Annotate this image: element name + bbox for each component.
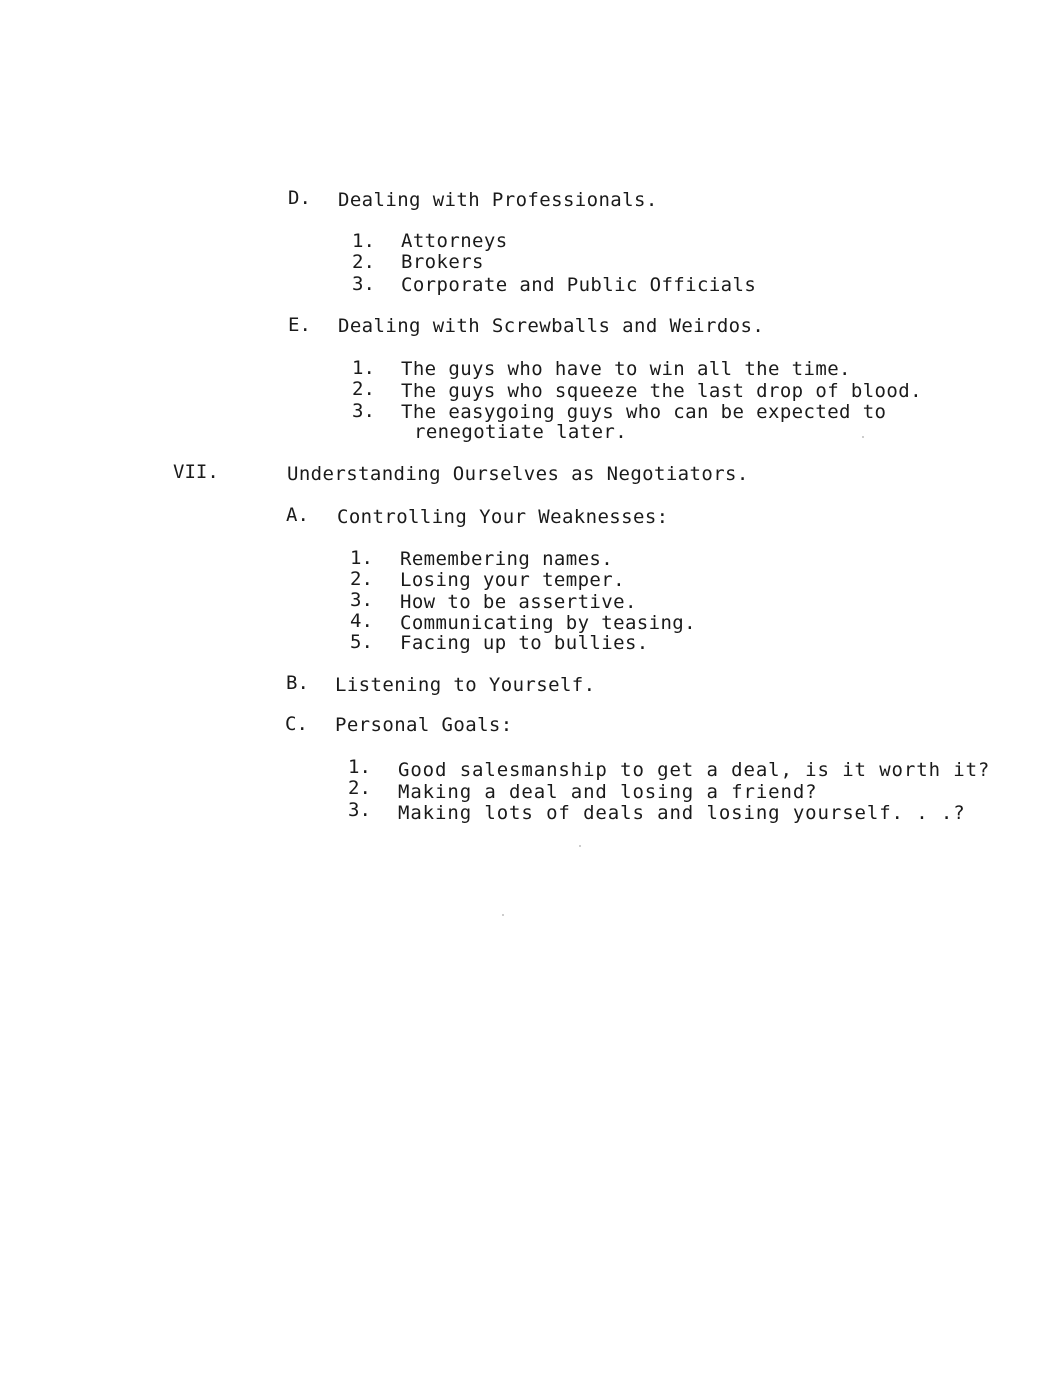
list-item: How to be assertive. [400, 591, 637, 613]
list-item-number: 2. [352, 251, 375, 273]
scan-speck [502, 914, 504, 916]
part-numeral: VII. [173, 461, 219, 483]
list-item: Good salesmanship to get a deal, is it worth it? [398, 759, 991, 781]
list-item-number: 1. [352, 357, 375, 379]
list-item-number: 2. [352, 378, 375, 400]
list-item: The guys who squeeze the last drop of blood. [401, 380, 922, 402]
list-item: Facing up to bullies. [400, 632, 649, 654]
scan-speck [579, 845, 581, 847]
section-title-c: Personal Goals: [335, 714, 513, 736]
list-item-number: 1. [350, 547, 373, 569]
list-item: The guys who have to win all the time. [401, 358, 851, 380]
section-title-a: Controlling Your Weaknesses: [337, 506, 669, 528]
list-item-number: 3. [350, 589, 373, 611]
list-item-number: 1. [352, 230, 375, 252]
list-item-number: 2. [350, 568, 373, 590]
list-item: Brokers [401, 251, 484, 273]
section-label-b: B. [286, 672, 309, 694]
list-item: Communicating by teasing. [400, 612, 696, 634]
list-item: Making a deal and losing a friend? [398, 781, 818, 803]
part-title: Understanding Ourselves as Negotiators. [287, 463, 749, 485]
list-item-number: 5. [350, 631, 373, 653]
list-item: Attorneys [401, 230, 508, 252]
section-title-b: Listening to Yourself. [335, 674, 596, 696]
section-label-c: C. [285, 713, 308, 735]
section-title-e: Dealing with Screwballs and Weirdos. [338, 315, 765, 337]
list-item-number: 1. [348, 756, 371, 778]
list-item-number: 3. [352, 273, 375, 295]
list-item: Corporate and Public Officials [401, 274, 757, 296]
list-item: Making lots of deals and losing yourself. . .? [398, 802, 966, 824]
section-label-d: D. [288, 187, 311, 209]
list-item: Losing your temper. [400, 569, 625, 591]
section-label-a: A. [286, 504, 309, 526]
list-item-number: 3. [352, 400, 375, 422]
list-item-number: 4. [350, 610, 373, 632]
scan-speck [862, 436, 864, 438]
list-item-continuation: renegotiate later. [414, 421, 628, 443]
list-item: Remembering names. [400, 548, 614, 570]
section-title-d: Dealing with Professionals. [338, 189, 658, 211]
list-item-number: 2. [348, 777, 371, 799]
list-item-number: 3. [348, 799, 371, 821]
section-label-e: E. [288, 314, 311, 336]
list-item: The easygoing guys who can be expected to [401, 401, 887, 423]
